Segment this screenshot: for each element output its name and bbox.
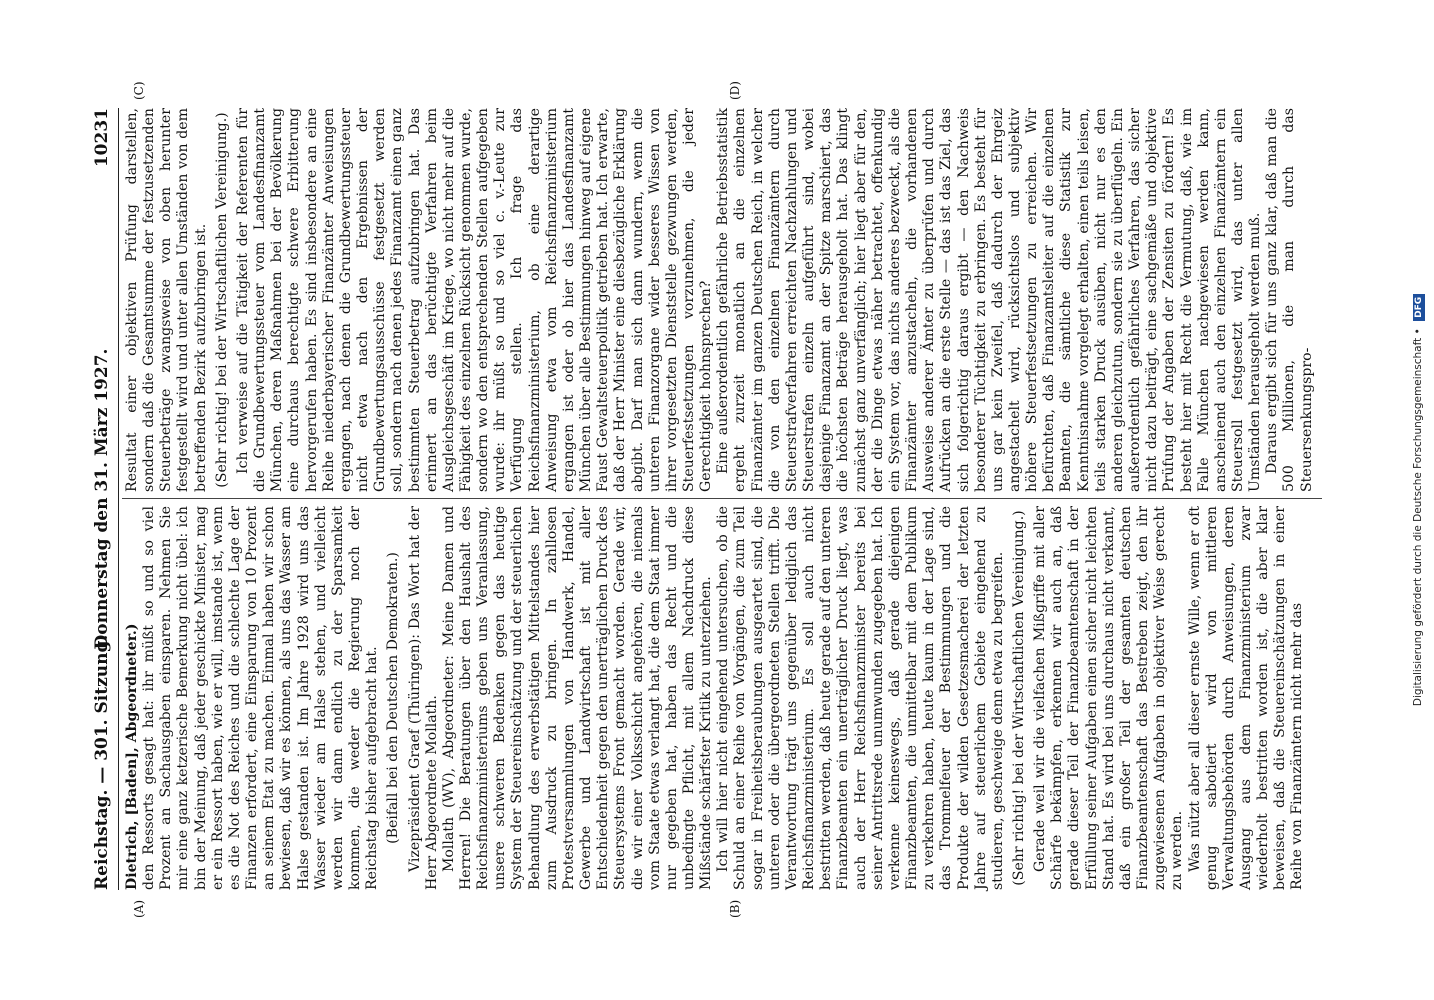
header-left: Reichstag. — 301. Sitzung. bbox=[92, 634, 112, 890]
dfg-logo: DFG bbox=[1413, 294, 1425, 321]
paragraph: Ich verweise auf die Tätigkeit der Referenten für die Grundbewertungssteuer vom Landesfinanzamt München, deren Maßnahmen bei der Bevölkerung eine durchaus berechtigte schwere Erbitterung hervorgerufen haben. Es sind insbesondere an eine Reihe niederbayerischer Finanzämter Anweisungen ergangen, nach denen die Grundbewertungssteuer nicht etwa nach den Ergebnissen der Grundbewertungsausschüsse festgesetzt werden soll, sondern nach denen jedes Finanzamt einen ganz bestimmten Steuerbetrag aufzubringen hat. Das erinnert an das berüchtigte Verfahren beim Ausgleichsgeschäft im Kriege, wo nicht mehr auf die Fähigkeit des einzelnen Rücksicht genommen wurde, sondern wo den entsprechenden Stellen aufgegeben wurde: ihr müßt so und so viel c. v.-Leute zur Verfügung stellen. Ich frage das Reichsfinanzministerium, ob eine derartige Anweisung etwa vom Reichsfinanzministerium ergangen ist oder ob hier das Landesfinanzamt München über alle Bestimmungen hinweg auf eigene Faust Gewaltsteuerpolitik getrieben hat. Ich erwarte, daß der Herr Minister eine diesbezügliche Erklärung abgibt. Darf man sich dann wundern, wenn die unteren Finanzorgane wider besseres Wissen von ihrer vorgesetzten Dienststelle gezwungen werden, Steuerfestsetzungen vorzunehmen, die jeder Gerechtigkeit hohnsprechen? bbox=[234, 108, 715, 492]
page-header bbox=[86, 108, 119, 890]
speaker-continued: Dietrich, [Baden], Abgeordneter.) bbox=[124, 623, 140, 890]
margin-marker-c: (C) bbox=[132, 81, 146, 100]
paragraph: Mollath (WV), Abgeordneter: Meine Damen und Herren! Die Beratungen über den Haushalt des Reichsfinanzministeriums geben uns Veranlassung, unsere schweren Bedenken gegen das heutige System der Steuereinschätzung und der steuerlichen Behandlung des erwerbstätigen Mittelstandes hier zum Ausdruck zu bringen. In zahllosen Protestversammlungen von Handwerk, Handel, Gewerbe und Landwirtschaft ist mit aller Entschiedenheit gegen den unerträglichen Druck des Steuersystems Front gemacht worden. Gerade wir, die wir einer Volksschicht angehören, die niemals vom Staate etwas verlangt hat, die dem Staat immer nur gegeben hat, haben das Recht und die unbedingte Pflicht, mit allem Nachdruck diese Mißstände schärfster Kritik zu unterziehen. bbox=[440, 506, 715, 890]
digitization-credit bbox=[1412, 0, 1425, 1000]
applause-note: (Beifall bei den Deutschen Demokraten.) bbox=[385, 552, 402, 844]
paragraph: den Ressorts gesagt hat: ihr müßt so und so viel Prozent an Sachausgaben einsparen. Nehmen Sie mir eine ganz ketzerische Bemerkung nicht übel: ich bin der Meinung, daß jeder geschickte Minister, mag er ein Ressort haben, wie er will, imstande ist, wenn es die Not des Reiches und die schlechte Lage der Finanzen erfordert, eine Einsparung von 10 Prozent an seinem Etat zu machen. Einmal haben wir schon bewiesen, daß wir es können, als uns das Wasser am Halse gestanden ist. Im Jahre 1928 wird uns das Wasser wieder am Halse stehen, und vielleicht werden wir dann endlich zu der Sparsamkeit kommen, die weder die Regierung noch der Reichstag bisher aufgebracht hat. bbox=[141, 506, 381, 890]
margin-marker-b: (B) bbox=[728, 899, 742, 918]
applause-note: (Sehr richtig! bei der Wirtschaftlichen Vereinigung.) bbox=[1010, 510, 1027, 886]
left-column bbox=[124, 506, 1324, 890]
margin-marker-a: (A) bbox=[132, 899, 146, 918]
paragraph: Vizepräsident Graef (Thüringen): Das Wort hat der Herr Abgeordnete Mollath. bbox=[406, 506, 440, 890]
margin-marker-d: (D) bbox=[728, 81, 742, 100]
right-column bbox=[124, 108, 1324, 492]
paragraph: Resultat einer objektiven Prüfung darstellen, sondern daß die Gesamtsumme der festzusetzenden Steuerbeträge zwangsweise von oben herunter festgestellt wird und unter allen Umständen von dem betreffenden Bezirk aufzubringen ist. bbox=[124, 108, 209, 492]
paragraph: Gerade weil wir die vielfachen Mißgriffe mit aller Schärfe bekämpfen, erkennen wir auch an, daß gerade dieser Teil der Finanzbeamtenschaft in der Erfüllung seiner Aufgaben einen sicher nicht leichten Stand hat. Es wird bei uns durchaus nicht verkannt, daß ein großer Teil der gesamten deutschen Finanzbeamtenschaft das Bestreben zeigt, den ihr zugewiesenen Aufgaben in objektiver Weise gerecht zu werden. bbox=[1032, 506, 1186, 890]
column-divider bbox=[122, 498, 1322, 499]
credit-text: Digitalisierung gefördert durch die Deutsche Forschungsgemeinschaft • bbox=[1412, 328, 1424, 707]
applause-note: (Sehr richtig! bei der Wirtschaftlichen Vereinigung.) bbox=[213, 112, 230, 488]
page-number: 10231 bbox=[92, 108, 112, 168]
paragraph: Eine außerordentlich gefährliche Betriebsstatistik ergeht zurzeit monatlich an die einzelnen Finanzämter im ganzen Deutschen Reich, in welcher die von den einzelnen Finanzämtern durch Steuerstrafverfahren erreichten Nachzahlungen und Steuerstrafen einzeln aufgeführt sind, wobei dasjenige Finanzamt an der Spitze marschiert, das die höchsten Beträge herausgeholt hat. Das klingt zunächst ganz unverfänglich; hier liegt aber für den, der die Dinge etwas näher betrachtet, offenkundig ein System vor, das nichts anderes bezweckt, als die Finanzämter anzustacheln, die vorhandenen Ausweise anderer Ämter zu überprüfen und durch Aufrücken an die erste Stelle — das ist das Ziel, das sich folgerichtig daraus ergibt — den Nachweis besonderer Tüchtigkeit zu erbringen. Es besteht für uns gar kein Zweifel, daß dadurch der Ehrgeiz angestachelt wird, rücksichtslos und subjektiv höhere Steuerfestsetzungen zu erreichen. Wir befürchten, daß Finanzamtsleiter auf die einzelnen Beamten, die sämtliche diese Statistik zur Kenntnisnahme vorgelegt erhalten, einen teils leisen, teils starken Druck ausüben, nicht nur es den anderen gleichzutun, sondern sie zu überflügeln. Ein außerordentlich gefährliches Verfahren, das sicher nicht dazu beiträgt, eine sachgemäße und objektive Prüfung der Angaben der Zensiten zu fördern! Es besteht hier mit Recht die Vermutung, daß, wie im Falle München nachgewiesen werden kann, anscheinend auch den einzelnen Finanzämtern ein Steuersoll festgesetzt wird, das unter allen Umständen herausgeholt werden muß. bbox=[715, 108, 1264, 492]
header-date: Donnerstag den 31. März 1927. bbox=[92, 348, 112, 650]
paragraph: Ich will hier nicht eingehend untersuchen, ob die Schuld an einer Reihe von Vorgängen, die zum Teil sogar in Freiheitsberaubungen ausgeartet sind, die unteren oder die übergeordneten Stellen trifft. Die Verantwortung trägt uns gegenüber lediglich das Reichsfinanzministerium. Es soll auch nicht bestritten werden, daß heute gerade auf den unteren Finanzbeamten ein unerträglicher Druck liegt, was auch der Herr Reichsfinanzminister bereits bei seiner Antrittsrede unumwunden zugegeben hat. Ich verkenne keineswegs, daß gerade diejenigen Finanzbeamten, die unmittelbar mit dem Publikum zu verkehren haben, heute kaum in der Lage sind, das Trommelfeuer der Bestimmungen und die Produkte der wilden Gesetzesmacherei der letzten Jahre auf steuerlichem Gebiete eingehend zu studieren, geschweige denn etwa zu begreifen. bbox=[715, 506, 1006, 890]
paragraph: Daraus ergibt sich für uns ganz klar, daß man die 500 Millionen, die man durch das Steuersenkungspro- bbox=[1264, 108, 1315, 492]
paragraph: Was nützt aber all dieser ernste Wille, wenn er oft genug sabotiert wird von mittleren Verwaltungsbehörden durch Anweisungen, deren Ausgang aus dem Finanzministerium zwar wiederholt bestritten worden ist, die aber klar beweisen, daß die Steuereinschätzungen in einer Reihe von Finanzämtern nicht mehr das bbox=[1186, 506, 1306, 890]
